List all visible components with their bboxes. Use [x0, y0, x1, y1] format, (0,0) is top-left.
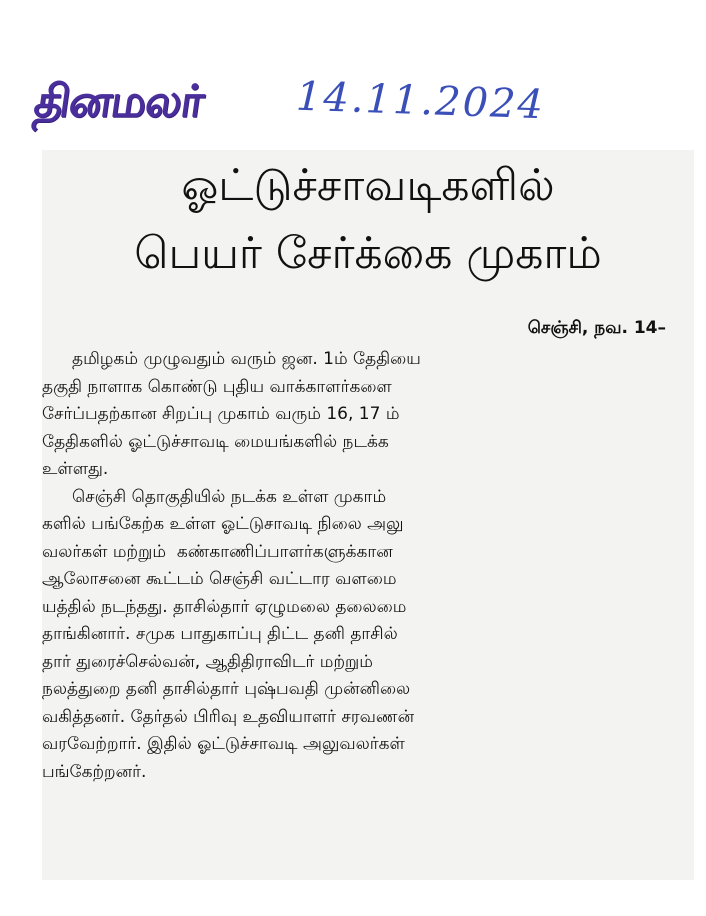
- body-line: தேதிகளில் ஓட்டுச்சாவடி மையங்களில் நடக்க: [42, 431, 389, 452]
- newspaper-masthead: [28, 70, 668, 140]
- body-line: நலத்துறை தனி தாசில்தார் புஷ்பவதி முன்னிலை: [42, 679, 411, 699]
- body-line: ஆலோசனை கூட்டம் செஞ்சி வட்டார வளமை: [42, 569, 397, 589]
- body-line: தார் துரைச்செல்வன், ஆதிதிராவிடர் மற்றும்: [42, 651, 373, 672]
- body-line: உள்ளது.: [42, 459, 109, 479]
- body-line: வரவேற்றார். இதில் ஓட்டுச்சாவடி அலுவலர்கள்: [42, 734, 405, 754]
- body-line: செஞ்சி தொகுதியில் நடக்க உள்ள முகாம்: [72, 486, 387, 507]
- body-line: தாங்கினார். சமுக பாதுகாப்பு திட்ட தனி தாசில்: [42, 624, 398, 644]
- body-line: யத்தில் நடந்தது. தாசில்தார் ஏழுமலை தலைமை: [42, 596, 407, 617]
- article-clipping: [42, 150, 694, 880]
- body-line: வலர்கள் மற்றும் கண்காணிப்பாளர்களுக்கான: [42, 541, 393, 562]
- headline-line-2: பெயர் சேர்க்கை முகாம்: [134, 228, 602, 279]
- body-line: களில் பங்கேற்க உள்ள ஓட்டுசாவடி நிலை அலு: [42, 514, 404, 534]
- newspaper-logo: தினமலர்: [30, 76, 207, 127]
- handwritten-date: 14.11.2024: [295, 73, 546, 129]
- dateline: செஞ்சி, நவ. 14–: [527, 318, 666, 338]
- article-body: [42, 346, 654, 786]
- body-line: தகுதி நாளாக கொண்டு புதிய வாக்காளர்களை: [42, 376, 392, 397]
- body-line: வகித்தனர். தேர்தல் பிரிவு உதவியாளர் சரவணன்: [42, 706, 415, 727]
- headline-line-1: ஓட்டுச்சாவடிகளில்: [181, 160, 555, 211]
- body-line: சேர்ப்பதற்கான சிறப்பு முகாம் வரும் 16, 17 ம்: [42, 404, 400, 424]
- body-line: பங்கேற்றனர்.: [42, 761, 147, 782]
- body-line: தமிழகம் முழுவதும் வரும் ஜன. 1ம் தேதியை: [72, 349, 421, 369]
